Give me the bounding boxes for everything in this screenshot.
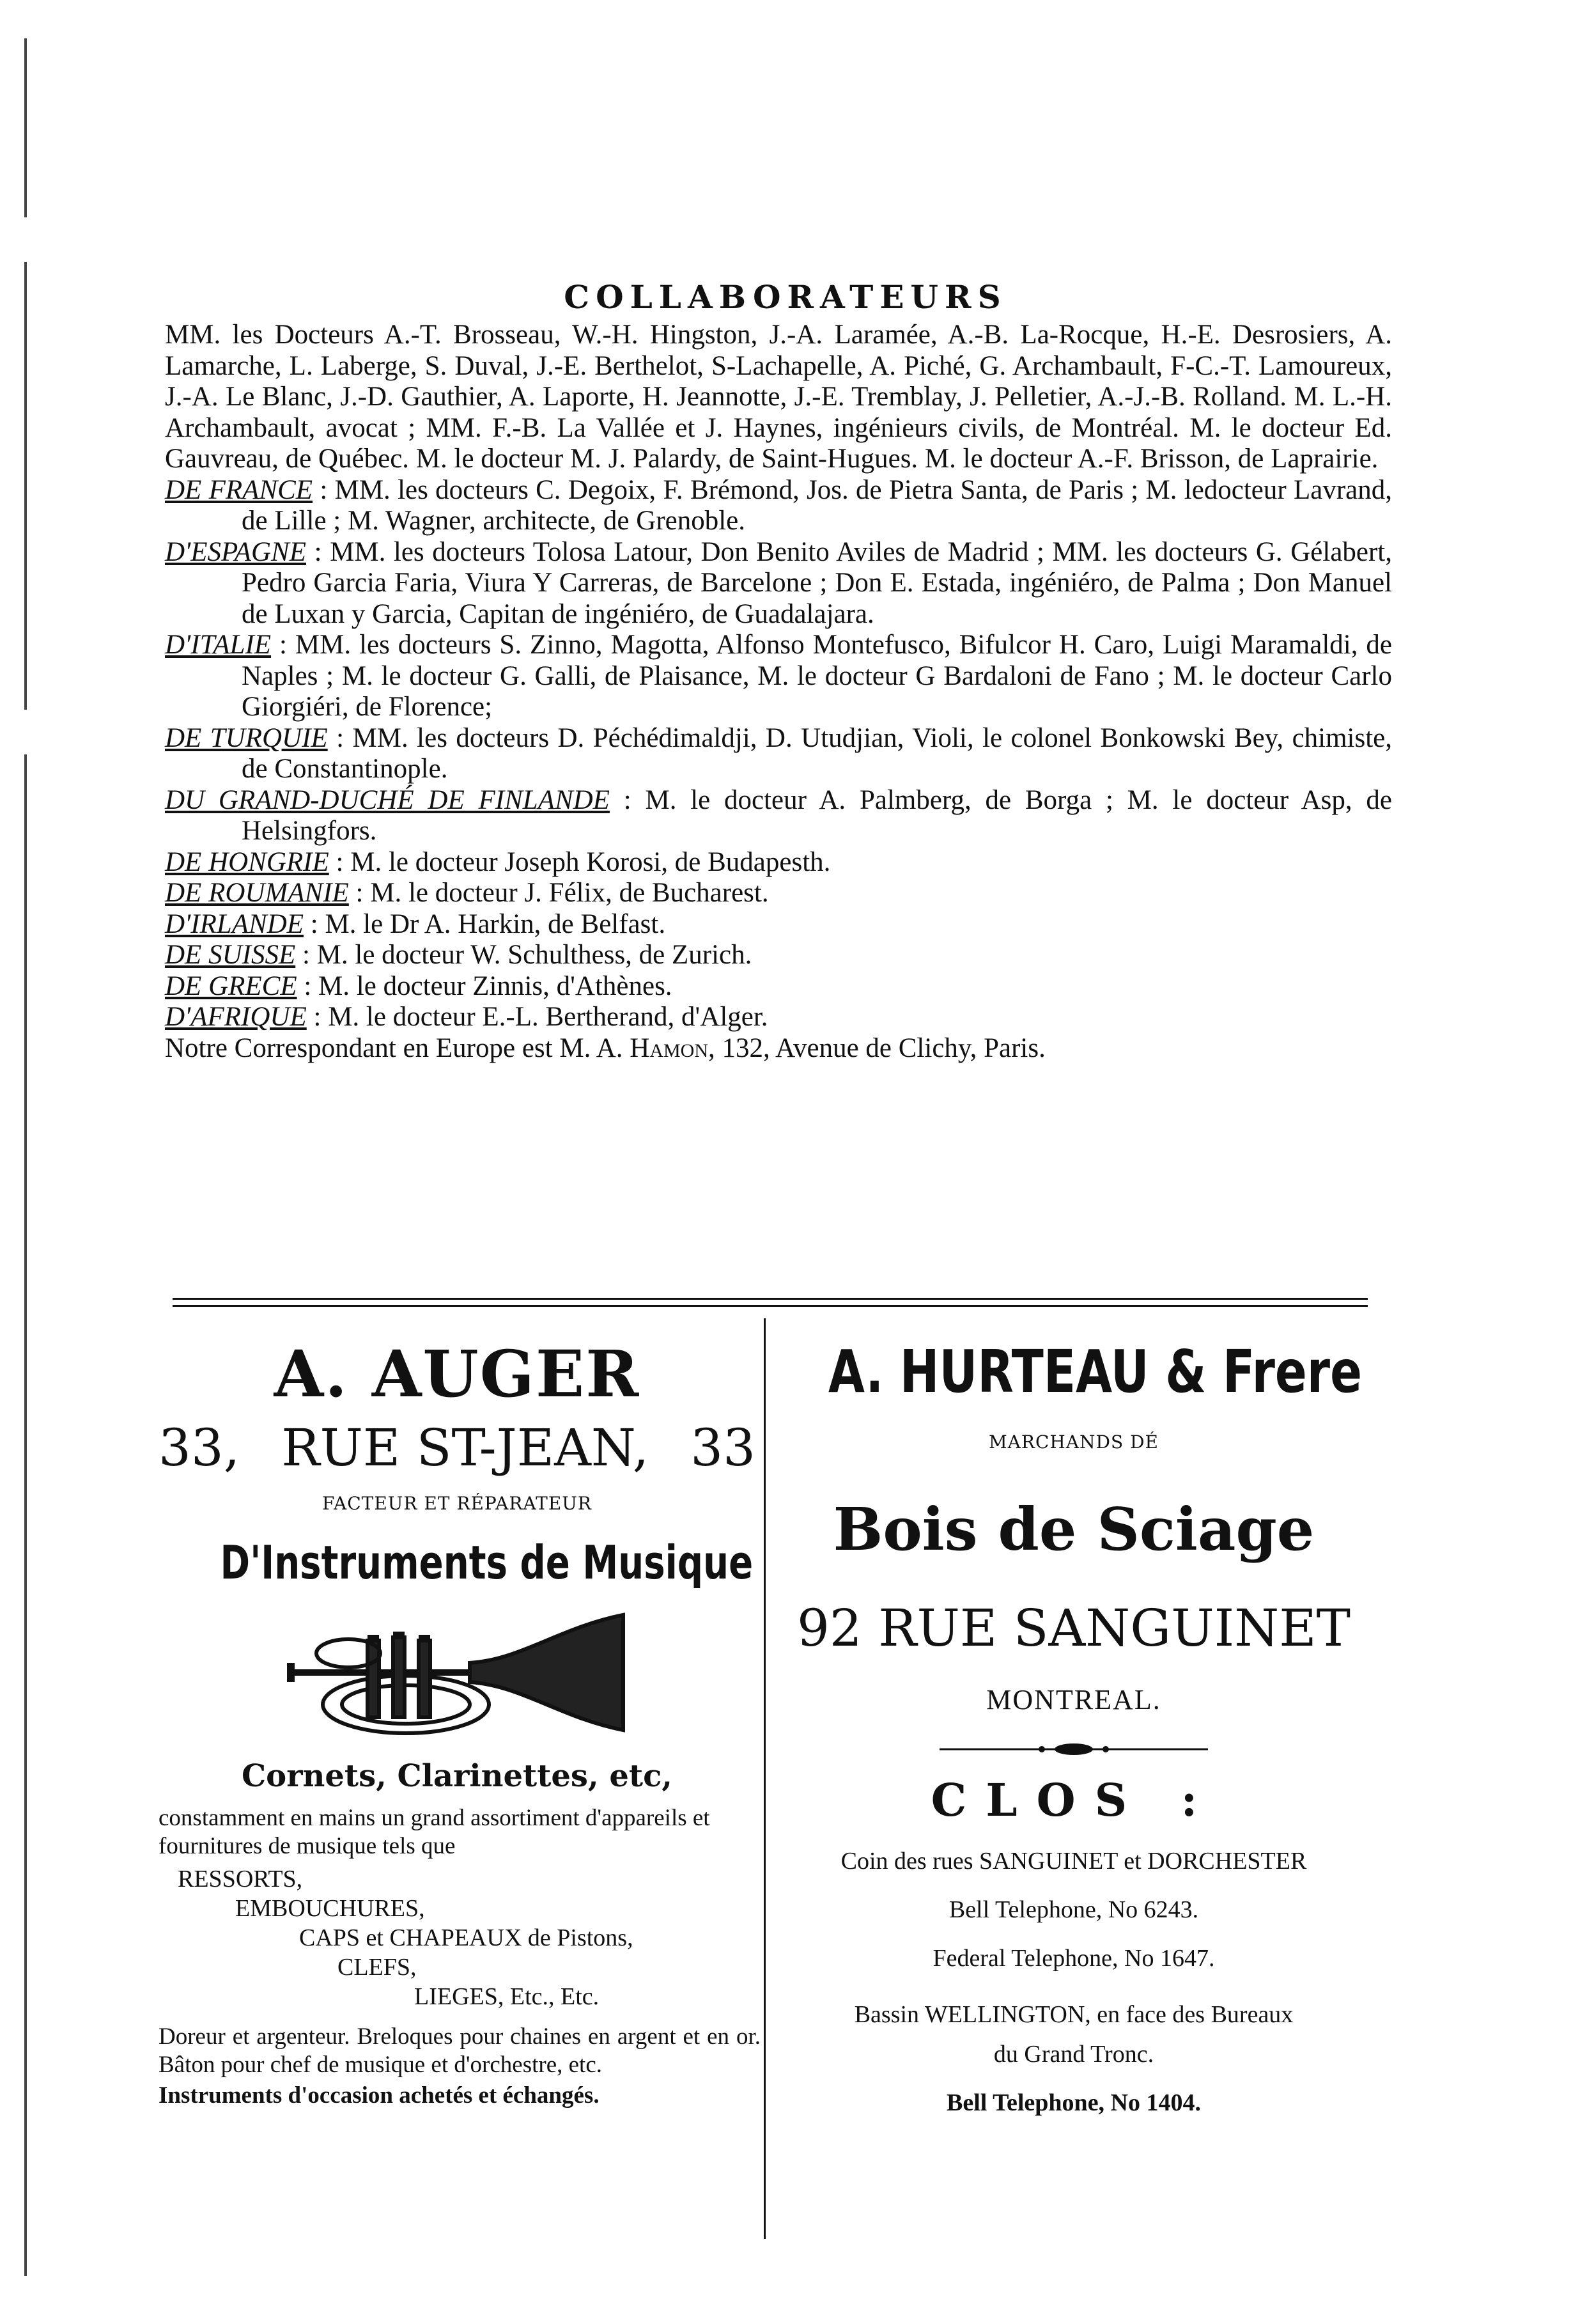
auger-doreur: Doreur et argenteur. Breloques pour chaines en argent et en or. Bâton pour chef de musique et d'orchestre, etc. [159,2024,761,2078]
hurteau-bell-1: Bell Telephone, No 6243. [948,1896,1199,1923]
country-entry [165,878,1392,909]
auger-description: constamment en mains un grand assortiment d'appareils et fournitures de musique tels que [159,1805,710,1859]
country-entry [165,1002,1392,1033]
country-entry [165,909,1392,940]
hurteau-clos: CLOS : [931,1774,1217,1827]
hurteau-city: MONTREAL. [986,1684,1161,1715]
address-number-right: 33 [690,1418,755,1478]
country-entry [165,971,1392,1002]
hurteau-bois: Bois de Sciage [833,1495,1315,1564]
country-label: DE GRECE [165,971,297,1001]
ornamental-rule-icon [940,1742,1208,1757]
country-entry [165,475,1392,537]
collaborateurs-list [165,320,1392,1064]
item-clefs: CLEFS, [337,1954,417,1981]
hurteau-advertisement [767,1323,1381,2117]
country-label: DE FRANCE [165,474,313,505]
hurteau-bassin: Bassin WELLINGTON, en face des Bureaux [854,2001,1294,2028]
country-label: D'ITALIE [165,630,272,660]
country-text: : MM. les docteurs S. Zinno, Magotta, Alfonso Montefusco, Bifulcor H. Caro, Luigi Maramaldi, de Naples ; M. le docteur G. Galli, de Plaisance, M. le docteur G Bardaloni de Fano ; M. le docteur Carlo Giorgiéri, de Florence; [242,630,1392,722]
country-label: DU GRAND-DUCHÉ DE FINLANDE [165,784,610,815]
auger-address [153,1418,761,1478]
country-label: DE ROUMANIE [165,878,349,908]
country-entry [165,723,1392,785]
hurteau-coin: Coin des rues SANGUINET et DORCHESTER [840,1848,1307,1875]
country-text: : MM. les docteurs D. Péchédimaldji, D. Utudjian, Violi, le colonel Bonkowski Bey, chimiste, de Constantinople. [242,722,1393,784]
address-street: RUE ST-JEAN, [281,1418,649,1478]
country-text: : MM. les docteurs Tolosa Latour, Don Benito Aviles de Madrid ; MM. les docteurs G. Gélabert, Pedro Garcia Faria, Viura Y Carreras, de Barcelone ; Don E. Estada, ingéniéro, de Palma ; Don Manuel de Luxan y Garcia, Capitan de ingéniéro, de Guadalajara. [242,536,1393,629]
country-entry [165,940,1392,971]
item-lieges: LIEGES, Etc., Etc. [414,1983,600,2010]
address-number-left: 33, [159,1418,240,1478]
cornet-icon [278,1602,636,1743]
country-entry [165,537,1392,630]
europe-correspondent [165,1033,1392,1065]
correspondent-prefix: Notre Correspondant en Europe est M. A. [165,1033,623,1063]
hurteau-bell-2: Bell Telephone, No 1404. [947,2089,1201,2116]
hurteau-bassin-2: du Grand Tronc. [993,2041,1154,2068]
collaborateurs-heading: COLLABORATEURS [564,278,1007,316]
correspondent-name: Hamon [630,1033,708,1063]
country-text: : M. le docteur Joseph Korosi, de Budapesth. [336,846,831,877]
country-label: DE TURQUIE [165,722,328,753]
country-text: : MM. les docteurs C. Degoix, F. Brémond, Jos. de Pietra Santa, de Paris ; M. ledocteur Lavrand, de Lille ; M. Wagner, architecte, de Grenoble. [242,474,1393,536]
country-text: : M. le docteur W. Schulthess, de Zurich. [302,940,752,970]
cornets-heading: Cornets, Clarinettes, etc, [241,1758,673,1794]
left-margin-rule [24,38,27,2276]
hurteau-federal: Federal Telephone, No 1647. [933,1945,1215,1972]
country-entry [165,847,1392,878]
country-text: : M. le docteur J. Félix, de Bucharest. [355,878,769,908]
auger-name: A. AUGER [274,1336,640,1412]
country-text: : M. le docteur A. Palmberg, de Borga ; M. le docteur Asp, de Helsingfors. [242,784,1392,846]
hurteau-name: A. HURTEAU & Frere [828,1337,1363,1406]
section-divider [173,1298,1368,1307]
country-entry [165,630,1392,723]
item-embouchures: EMBOUCHURES, [235,1895,425,1922]
country-label: D'ESPAGNE [165,536,307,567]
country-label: DE HONGRIE [165,846,329,877]
country-collaborators [165,475,1392,1033]
hurteau-marchands: MARCHANDS DÉ [989,1431,1159,1453]
item-ressorts: RESSORTS, [178,1866,303,1892]
country-text: : M. le docteur E.-L. Bertherand, d'Alger. [313,1002,768,1032]
country-label: DE SUISSE [165,940,296,970]
country-label: D'AFRIQUE [165,1002,307,1032]
country-label: D'IRLANDE [165,909,304,939]
hurteau-address: 92 RUE SANGUINET [797,1598,1350,1658]
country-text: : M. le docteur Zinnis, d'Athènes. [304,971,672,1001]
column-divider [764,1318,766,2239]
correspondent-address: , 132, Avenue de Clichy, Paris. [708,1033,1046,1063]
auger-instruments-title: D'Instruments de Musique [220,1536,754,1589]
auger-items [153,1864,761,2011]
country-text: : M. le Dr A. Harkin, de Belfast. [310,909,666,939]
canada-collaborators: MM. les Docteurs A.-T. Brosseau, W.-H. Hingston, J.-A. Laramée, A.-B. La-Rocque, H.-E. Desrosiers, A. Lamarche, L. Laberge, S. Duval, J.-E. Berthelot, S-Lachapelle, A. Piché, G. Archambault, F-C.-T. Lamoureux, J.-A. Le Blanc, J.-D. Gauthier, A. Laporte, H. Jeannotte, J.-E. Tremblay, J. Pelletier, A.-J.-B. Rolland. M. L.-H. Archambault, avocat ; MM. F.-B. La Vallée et J. Haynes, ingénieurs civils, de Montréal. M. le docteur Ed. Gauvreau, de Québec. M. le docteur M. J. Palardy, de Saint-Hugues. M. le docteur A.-F. Brisson, de Laprairie. [165,320,1392,474]
country-entry [165,785,1392,847]
item-caps: CAPS et CHAPEAUX de Pistons, [299,1924,633,1951]
auger-occasion: Instruments d'occasion achetés et échangés. [159,2082,600,2109]
auger-advertisement [153,1323,761,2110]
auger-role: FACTEUR ET RÉPARATEUR [322,1493,592,1514]
